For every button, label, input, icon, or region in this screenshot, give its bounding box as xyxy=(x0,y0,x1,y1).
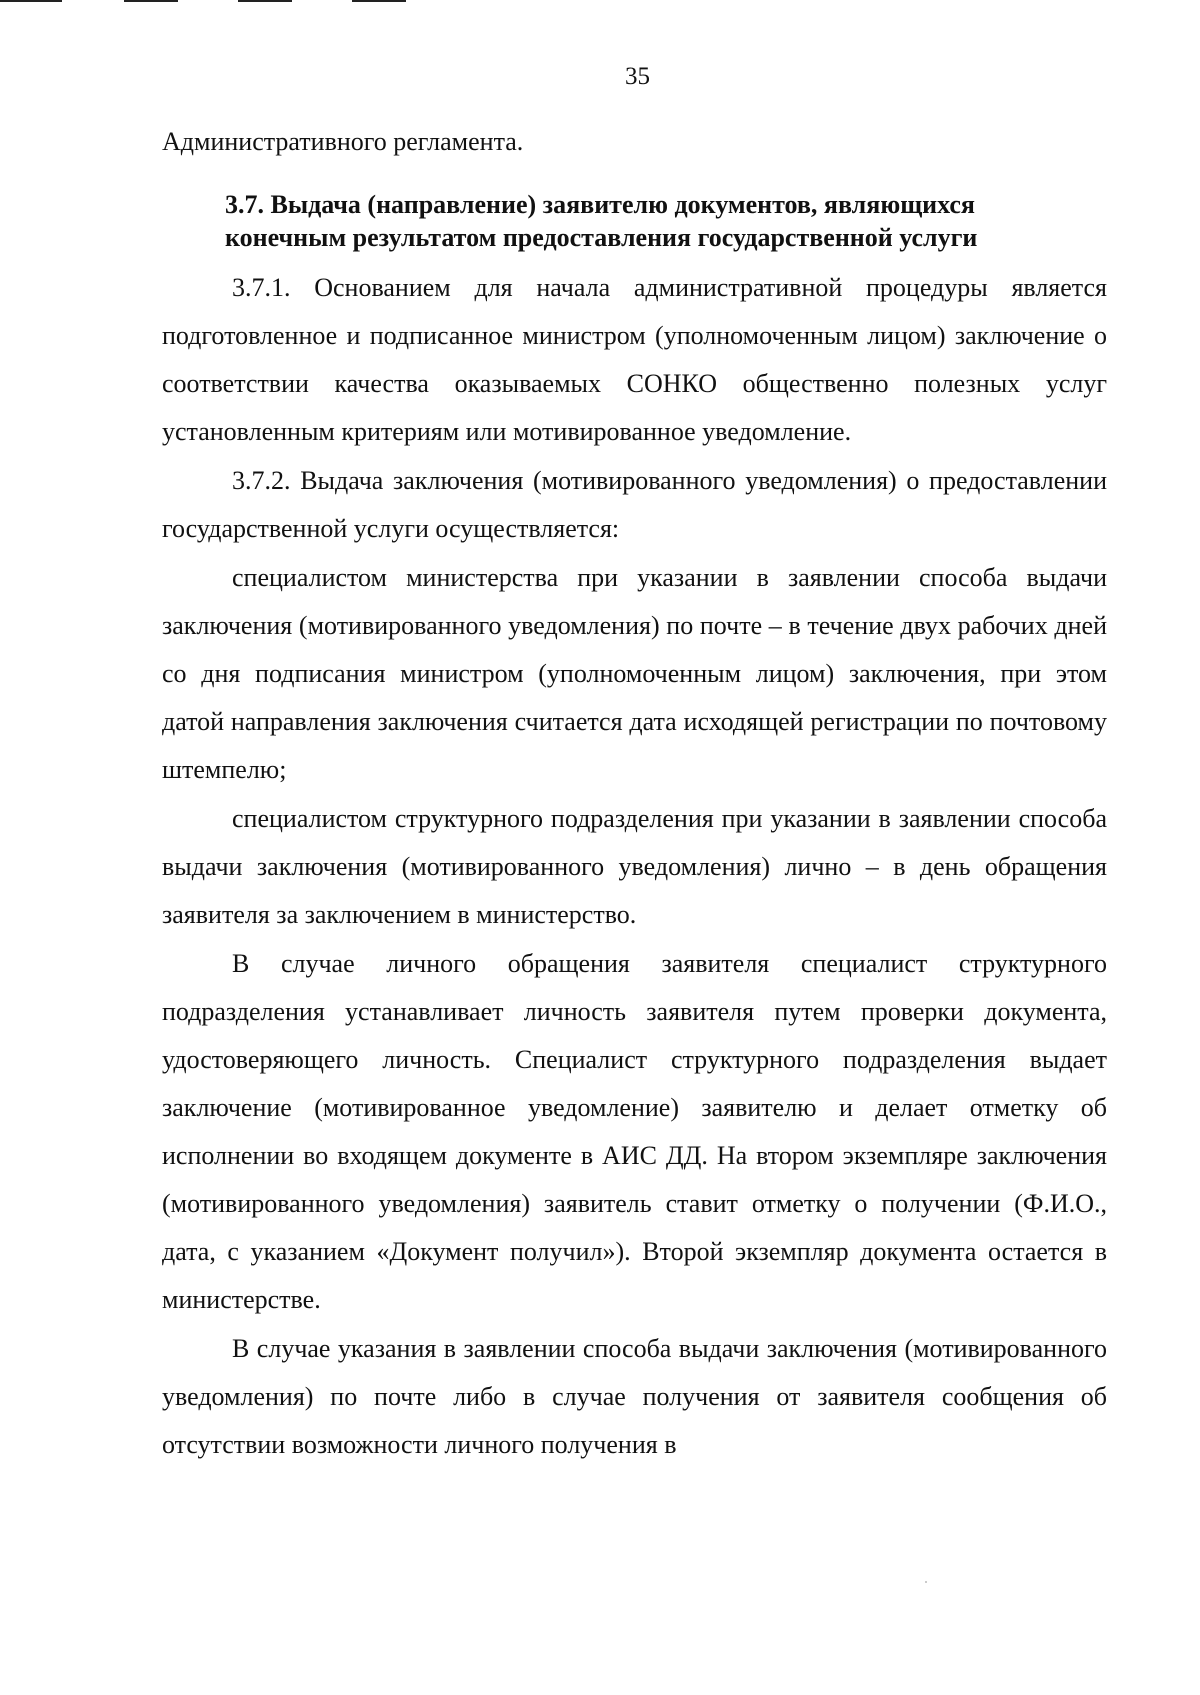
scan-edge-mark xyxy=(238,0,292,2)
scan-speck xyxy=(925,1581,927,1583)
section-heading-line-2: конечным результатом предоставления государственной услуги xyxy=(225,223,978,252)
scan-edge-mark xyxy=(352,0,406,2)
document-body xyxy=(162,118,1107,1469)
scan-edge-mark xyxy=(124,0,178,2)
paragraph-in-person: специалистом структурного подразделения при указании в заявлении способа выдачи заключения (мотивированного уведомления) лично – в день обращения заявителя за заключением в министерство. xyxy=(162,804,1107,929)
paragraph-postal-delivery: В случае указания в заявлении способа выдачи заключения (мотивированного уведомления) по почте либо в случае получения от заявителя сообщения об отсутствии возможности личного получения в xyxy=(162,1334,1107,1459)
section-heading-line-1: 3.7. Выдача (направление) заявителю документов, являющихся xyxy=(225,190,975,219)
paragraph-personal-visit: В случае личного обращения заявителя специалист структурного подразделения устанавливает личность заявителя путем проверки документа, удостоверяющего личность. Специалист структурного подразделения выдает заключение (мотивированное уведомление) заявителю и делает отметку об исполнении во входящем документе в АИС ДД. На втором экземпляре заключения (мотивированного уведомления) заявитель ставит отметку о получении (Ф.И.О., дата, с указанием «Документ получил»). Второй экземпляр документа остается в министерстве. xyxy=(162,949,1107,1314)
paragraph-3-7-1: 3.7.1. Основанием для начала административной процедуры является подготовленное и подписанное министром (уполномоченным лицом) заключение о соответствии качества оказываемых СОНКО общественно полезных услуг установленным критериям или мотивированное уведомление. xyxy=(162,273,1107,446)
section-heading xyxy=(162,188,1107,254)
paragraph-by-mail: специалистом министерства при указании в заявлении способа выдачи заключения (мотивированного уведомления) по почте – в течение двух рабочих дней со дня подписания министром (уполномоченным лицом) заключения, при этом датой направления заключения считается дата исходящей регистрации по почтовому штемпелю; xyxy=(162,563,1107,784)
paragraph-3-7-2: 3.7.2. Выдача заключения (мотивированного уведомления) о предоставлении государственной услуги осуществляется: xyxy=(162,466,1107,543)
scan-edge-mark xyxy=(0,0,62,2)
intro-line: Административного регламента. xyxy=(162,127,524,156)
page-number: 35 xyxy=(625,63,650,90)
